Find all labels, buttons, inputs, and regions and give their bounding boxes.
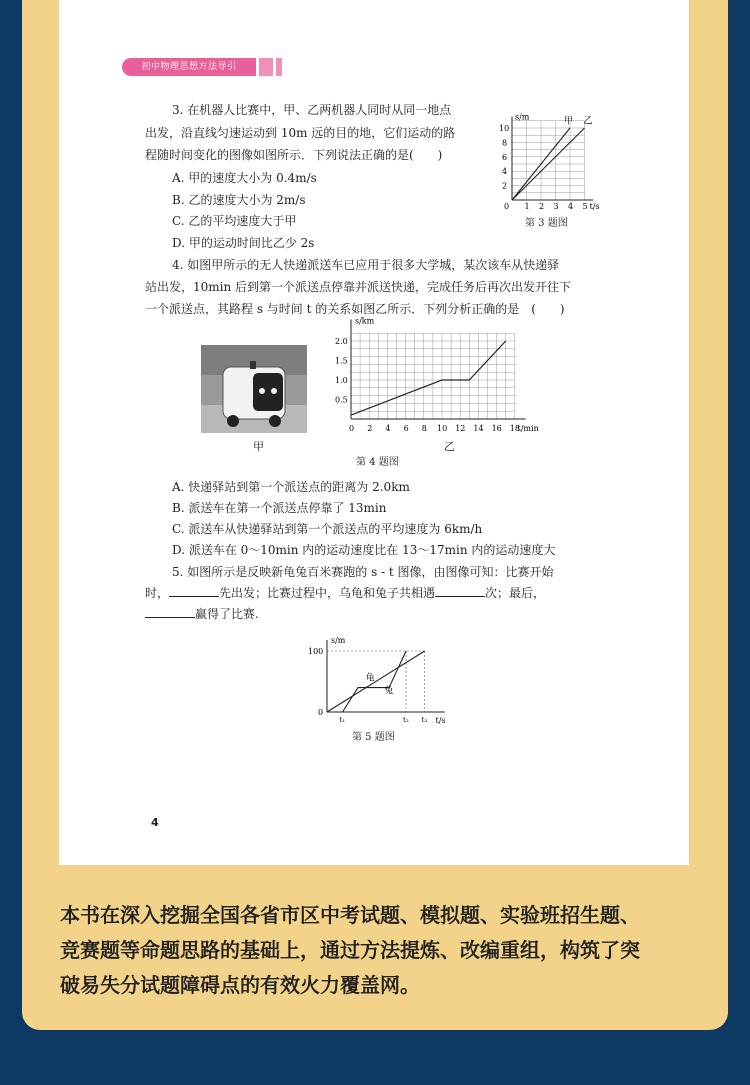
q4-option-d: D. 派送车在 0～10min 内的运动速度比在 13～17min 内的运动速度大 bbox=[172, 543, 556, 557]
q4-option-b: B. 派送车在第一个派送点停靠了 13min bbox=[172, 501, 387, 515]
x-tick-label: 6 bbox=[403, 424, 409, 433]
answer-blank-1[interactable] bbox=[169, 586, 219, 597]
q3-line-3: 程随时间变化的图像如图所示．下列说法正确的是( ) bbox=[145, 148, 443, 162]
header-bar: 初中物理思想方法导引 bbox=[122, 58, 256, 76]
delivery-robot-photo bbox=[201, 345, 307, 433]
y-axis-label: s/km bbox=[355, 316, 375, 326]
annotation-tortoise: 龟 bbox=[365, 673, 375, 684]
x-axis-label: t/min bbox=[517, 424, 539, 433]
y-tick-label: 100 bbox=[308, 647, 324, 656]
x-tick-label: 2 bbox=[367, 424, 373, 433]
y-tick-label: 8 bbox=[502, 138, 508, 148]
y-tick-label: 2 bbox=[502, 181, 508, 191]
x-tick-label: 14 bbox=[473, 424, 484, 433]
q5-line-2-c: 次；最后， bbox=[485, 586, 546, 600]
q5-line-2 bbox=[145, 586, 545, 600]
x-axis-label: t/s bbox=[589, 202, 600, 211]
x-tick-label: 16 bbox=[491, 424, 502, 433]
series-line-tortoise bbox=[327, 651, 425, 712]
x-tick-label: 8 bbox=[421, 424, 427, 433]
q3-caption: 第 3 题图 bbox=[525, 218, 568, 229]
x-tick-label: 10 bbox=[437, 424, 448, 433]
annotation-hare: 兔 bbox=[384, 686, 394, 697]
header-square-2 bbox=[276, 58, 282, 76]
promo-line-1: 本书在深入挖掘全国各省市区中考试题、模拟题、实验班招生题、 bbox=[60, 903, 640, 927]
x-tick-label: 2 bbox=[539, 202, 545, 211]
q5-line-1: 5. 如图所示是反映新龟兔百米赛跑的 s - t 图像，由图像可知：比赛开始 bbox=[172, 565, 554, 579]
q4-line-3: 一个派送点，其路程 s 与时间 t 的关系如图乙所示．下列分析正确的是 ( ) bbox=[145, 302, 565, 316]
q4-caption: 第 4 题图 bbox=[356, 457, 399, 468]
x-tick-label: 4 bbox=[385, 424, 391, 433]
x-axis-label: t/s bbox=[435, 716, 446, 725]
x-tick-label: 1 bbox=[524, 202, 530, 211]
q3-option-c: C. 乙的平均速度大于甲 bbox=[172, 214, 297, 228]
q3-chart bbox=[495, 112, 610, 212]
y-tick-label: 4 bbox=[502, 167, 508, 177]
q5-line-3-text: 赢得了比赛. bbox=[195, 607, 259, 621]
page-number: 4 bbox=[151, 816, 159, 829]
y-axis-label: s/m bbox=[515, 112, 530, 122]
series-label: 乙 bbox=[583, 116, 593, 127]
header-square-1 bbox=[259, 58, 273, 76]
x-tick-label: 12 bbox=[455, 424, 466, 433]
y-tick-label: 0.5 bbox=[335, 395, 348, 405]
q5-line-2-a: 时， bbox=[145, 586, 170, 600]
promo-line-2: 竞赛题等命题思路的基础上，通过方法提炼、改编重组，构筑了突 bbox=[60, 938, 640, 962]
answer-blank-3[interactable] bbox=[145, 607, 195, 618]
y-tick-label: 10 bbox=[499, 124, 510, 133]
y-tick-label: 6 bbox=[502, 152, 508, 162]
y-tick-label: 1.0 bbox=[335, 376, 348, 385]
x-tick-label: 3 bbox=[553, 202, 559, 211]
q4-label-a: 甲 bbox=[253, 440, 264, 453]
x-tick-label: t₃ bbox=[421, 716, 428, 724]
promo-line-3: 破易失分试题障碍点的有效火力覆盖网。 bbox=[60, 973, 420, 997]
q4-chart bbox=[335, 318, 555, 443]
q3-option-d: D. 甲的运动时间比乙少 2s bbox=[172, 236, 315, 250]
q4-option-c: C. 派送车从快递驿站到第一个派送点的平均速度为 6km/h bbox=[172, 522, 483, 536]
series-label: 甲 bbox=[564, 116, 574, 127]
answer-blank-2[interactable] bbox=[435, 586, 485, 597]
x-tick-label: 18 bbox=[509, 424, 520, 433]
q4-option-a: A. 快递驿站到第一个派送点的距离为 2.0km bbox=[172, 480, 410, 494]
q4-label-b: 乙 bbox=[444, 440, 455, 453]
y-tick-label: 2.0 bbox=[335, 337, 348, 346]
q3-option-a: A. 甲的速度大小为 0.4m/s bbox=[172, 171, 317, 185]
q3-line-1: 3. 在机器人比赛中，甲、乙两机器人同时从同一地点 bbox=[172, 103, 452, 117]
x-tick-label: t₁ bbox=[339, 716, 346, 724]
x-tick-label: 4 bbox=[568, 202, 574, 211]
series-line bbox=[351, 341, 506, 415]
x-tick-label: t₂ bbox=[403, 716, 409, 724]
promo-text bbox=[60, 898, 640, 1003]
q3-line-2: 出发，沿直线匀速运动到 10m 远的目的地，它们运动的路 bbox=[145, 126, 456, 140]
q5-line-3 bbox=[145, 607, 259, 621]
y-tick-label: 1.5 bbox=[335, 356, 348, 366]
y-axis-label: s/m bbox=[331, 636, 346, 646]
x-tick-label: 0 bbox=[349, 424, 355, 433]
x-tick-label: 0 bbox=[504, 202, 510, 211]
q4-line-1: 4. 如图甲所示的无人快递派送车已应用于很多大学城，某次该车从快递驿 bbox=[172, 258, 560, 272]
q5-chart bbox=[310, 630, 455, 728]
q5-caption: 第 5 题图 bbox=[352, 732, 395, 743]
x-tick-label: 5 bbox=[582, 202, 588, 211]
y-tick-label: 0 bbox=[318, 708, 324, 717]
q4-line-2: 站出发，10min 后到第一个派送点停靠并派送快递，完成任务后再次出发开往下 bbox=[145, 280, 572, 294]
q5-line-2-b: 先出发；比赛过程中，乌龟和兔子共相遇 bbox=[219, 586, 436, 600]
q3-option-b: B. 乙的速度大小为 2m/s bbox=[172, 193, 306, 207]
